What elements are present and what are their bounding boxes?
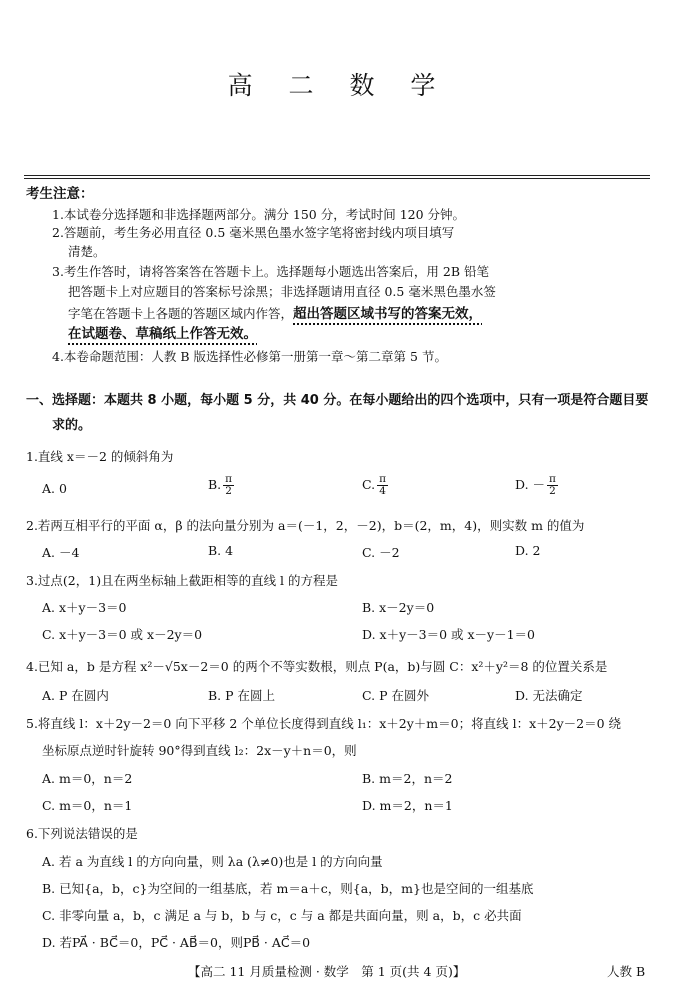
page-title: 高 二 数 学 [227,71,450,100]
question-2-option-a: A. －4 [42,545,80,560]
notice-emphasis-2: 在试题卷、草稿纸上作答无效。 [68,326,257,342]
section-heading-line2: 求的。 [52,418,92,433]
question-2-stem: 2.若两互相平行的平面 α，β 的法向量分别为 a＝(－1，2，－2)，b＝(2，m，4)，则实数 m 的值为 [26,518,585,533]
header-rule-top [24,175,650,176]
page-footer: 【高二 11 月质量检测 · 数学 第 1 页(共 4 页)】 [188,964,466,979]
fraction-numerator: π [549,473,556,485]
header-rule-bottom [24,178,650,179]
question-4-option-a: A. P 在圆内 [42,688,109,703]
question-6-option-a: A. 若 a 为直线 l 的方向向量，则 λa (λ≠0)也是 l 的方向向量 [42,854,383,869]
question-5-stem-line2: 坐标原点逆时针旋转 90°得到直线 l₂：2x－y＋n＝0，则 [42,743,357,758]
question-3-option-d: D. x＋y－3＝0 或 x－y－1＝0 [362,627,536,642]
option-label: B. [208,477,222,492]
option-label: D. － [515,477,546,492]
fraction-denominator: 2 [225,485,232,497]
question-6-option-c: C. 非零向量 a，b，c 满足 a 与 b，b 与 c，c 与 a 都是共面向量，则 a，b，c 必共面 [42,908,522,923]
notice-item-3-line2: 把答题卡上对应题目的答案标号涂黑；非选择题请用直径 0.5 毫米黑色墨水签 [68,284,496,299]
edition-label: 人教 B [607,964,646,979]
notice-item-1: 1.本试卷分选择题和非选择题两部分。满分 150 分，考试时间 120 分钟。 [52,207,466,222]
notice-item-3-text: 字笔在答题卡上各题的答题区域内作答， [68,306,294,321]
fraction-denominator: 2 [549,485,556,497]
notice-item-2-line1: 2.答题前，考生务必用直径 0.5 毫米黑色墨水签字笔将密封线内项目填写 [52,225,455,240]
fraction [377,474,388,497]
question-5-option-b: B. m＝2，n＝2 [362,771,453,786]
fraction-numerator: π [379,473,386,485]
notice-item-3-line1: 3.考生作答时，请将答案答在答题卡上。选择题每小题选出答案后，用 2B 铅笔 [52,264,490,279]
question-5-stem-line1: 5.将直线 l：x＋2y－2＝0 向下平移 2 个单位长度得到直线 l₁：x＋2y＋m＝0；将直线 l：x＋2y－2＝0 绕 [26,716,622,731]
fraction [223,474,234,497]
notice-heading: 考生注意： [26,186,94,202]
question-3-stem: 3.过点(2，1)且在两坐标轴上截距相等的直线 l 的方程是 [26,573,339,588]
question-1-option-d [515,474,558,497]
question-2-option-d: D. 2 [515,543,541,558]
question-2-option-c: C. －2 [362,545,400,560]
question-4-stem: 4.已知 a，b 是方程 x²－√5x－2＝0 的两个不等实数根，则点 P(a，b)与圆 C：x²＋y²＝8 的位置关系是 [26,659,608,674]
question-3-option-c: C. x＋y－3＝0 或 x－2y＝0 [42,627,203,642]
option-label: C. [362,477,376,492]
question-3-option-b: B. x－2y＝0 [362,600,435,615]
fraction-denominator: 4 [379,485,386,497]
question-5-option-c: C. m＝0，n＝1 [42,798,133,813]
question-4-option-c: C. P 在圆外 [362,688,429,703]
notice-item-2-line2: 清楚。 [68,244,106,259]
question-1-option-b [208,474,234,497]
question-6-option-d: D. 若PA⃗ · BC⃗＝0，PC⃗ · AB⃗＝0，则PB⃗ · AC⃗＝0 [42,935,311,950]
notice-emphasis-1: 超出答题区域书写的答案无效， [293,306,483,322]
notice-item-3-line3 [68,302,482,322]
question-4-option-d: D. 无法确定 [515,688,583,703]
question-4-option-b: B. P 在圆上 [208,688,276,703]
question-1-option-c [362,474,388,497]
fraction [547,474,558,497]
question-3-option-a: A. x＋y－3＝0 [42,600,127,615]
question-6-stem: 6.下列说法错误的是 [26,826,138,841]
question-1-option-a: A. 0 [42,481,67,496]
question-2-option-b: B. 4 [208,543,234,558]
question-5-option-a: A. m＝0，n＝2 [42,771,133,786]
section-heading-line1: 一、选择题：本题共 8 小题，每小题 5 分，共 40 分。在每小题给出的四个选项中，只有一项是符合题目要 [26,393,649,408]
question-5-option-d: D. m＝2，n＝1 [362,798,453,813]
question-6-option-b: B. 已知{a，b，c}为空间的一组基底，若 m＝a＋c，则{a，b，m}也是空间的一组基底 [42,881,534,896]
question-1-stem: 1.直线 x＝－2 的倾斜角为 [26,449,174,464]
fraction-numerator: π [225,473,233,485]
notice-item-4: 4.本卷命题范围：人教 B 版选择性必修第一册第一章～第二章第 5 节。 [52,349,447,364]
